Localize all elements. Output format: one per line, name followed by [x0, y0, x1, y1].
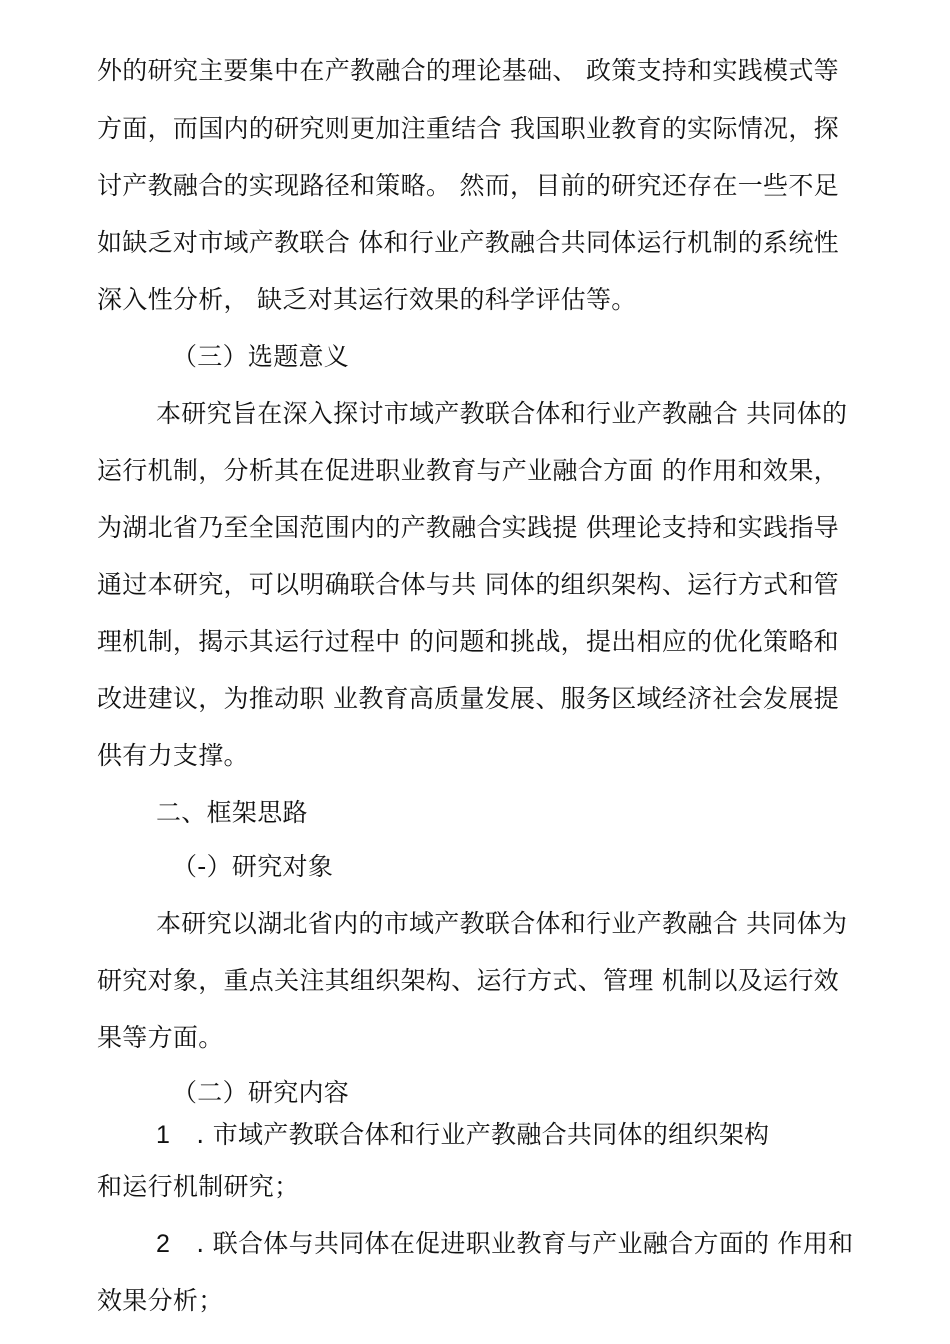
list-item-2-continuation: 效果分析； [97, 1286, 224, 1315]
intro-line-1: 外的研究主要集中在产教融合的理论基础、 政策支持和实践模式等 [97, 56, 839, 85]
object-line-1: 本研究以湖北省内的市域产教联合体和行业产教融合 共同体为 [156, 909, 848, 938]
intro-line-4: 如缺乏对市域产教联合 体和行业产教融合共同体运行机制的系统性 [97, 228, 839, 257]
heading-research-content: （二）研究内容 [172, 1078, 350, 1107]
significance-line-3: 为湖北省乃至全国范围内的产教融合实践提 供理论支持和实践指导 [97, 513, 839, 542]
significance-line-6: 改进建议，为推动职 业教育高质量发展、服务区域经济社会发展提 [97, 684, 839, 713]
heading-significance: （三）选题意义 [172, 342, 350, 371]
list-item-1-number: 1 [156, 1121, 171, 1149]
intro-line-3: 讨产教融合的实现路径和策略。 然而，目前的研究还存在一些不足 [97, 171, 839, 200]
list-item-2-text: . 联合体与共同体在促进职业教育与产业融合方面的 作用和 [196, 1229, 854, 1258]
significance-line-1: 本研究旨在深入探讨市域产教联合体和行业产教融合 共同体的 [156, 399, 848, 428]
intro-line-2: 方面，而国内的研究则更加注重结合 我国职业教育的实际情况，探 [97, 114, 839, 143]
list-item-1 [156, 1120, 769, 1150]
significance-line-7: 供有力支撑。 [97, 741, 249, 770]
significance-line-5: 理机制，揭示其运行过程中 的问题和挑战，提出相应的优化策略和 [97, 627, 839, 656]
list-item-1-continuation: 和运行机制研究； [97, 1172, 300, 1201]
significance-line-4: 通过本研究，可以明确联合体与共 同体的组织架构、运行方式和管 [97, 570, 839, 599]
section-framework-heading: 二、框架思路 [156, 798, 308, 827]
heading-research-object: （-）研究对象 [172, 852, 334, 881]
list-item-1-text: . 市域产教联合体和行业产教融合共同体的组织架构 [196, 1120, 770, 1149]
object-line-2: 研究对象，重点关注其组织架构、运行方式、管理 机制以及运行效 [97, 966, 839, 995]
list-item-2 [156, 1229, 853, 1259]
list-item-2-number: 2 [156, 1230, 171, 1258]
significance-line-2: 运行机制，分析其在促进职业教育与产业融合方面 的作用和效果， [97, 456, 839, 485]
intro-line-5: 深入性分析， 缺乏对其运行效果的科学评估等。 [97, 285, 637, 314]
object-line-3: 果等方面。 [97, 1023, 224, 1052]
